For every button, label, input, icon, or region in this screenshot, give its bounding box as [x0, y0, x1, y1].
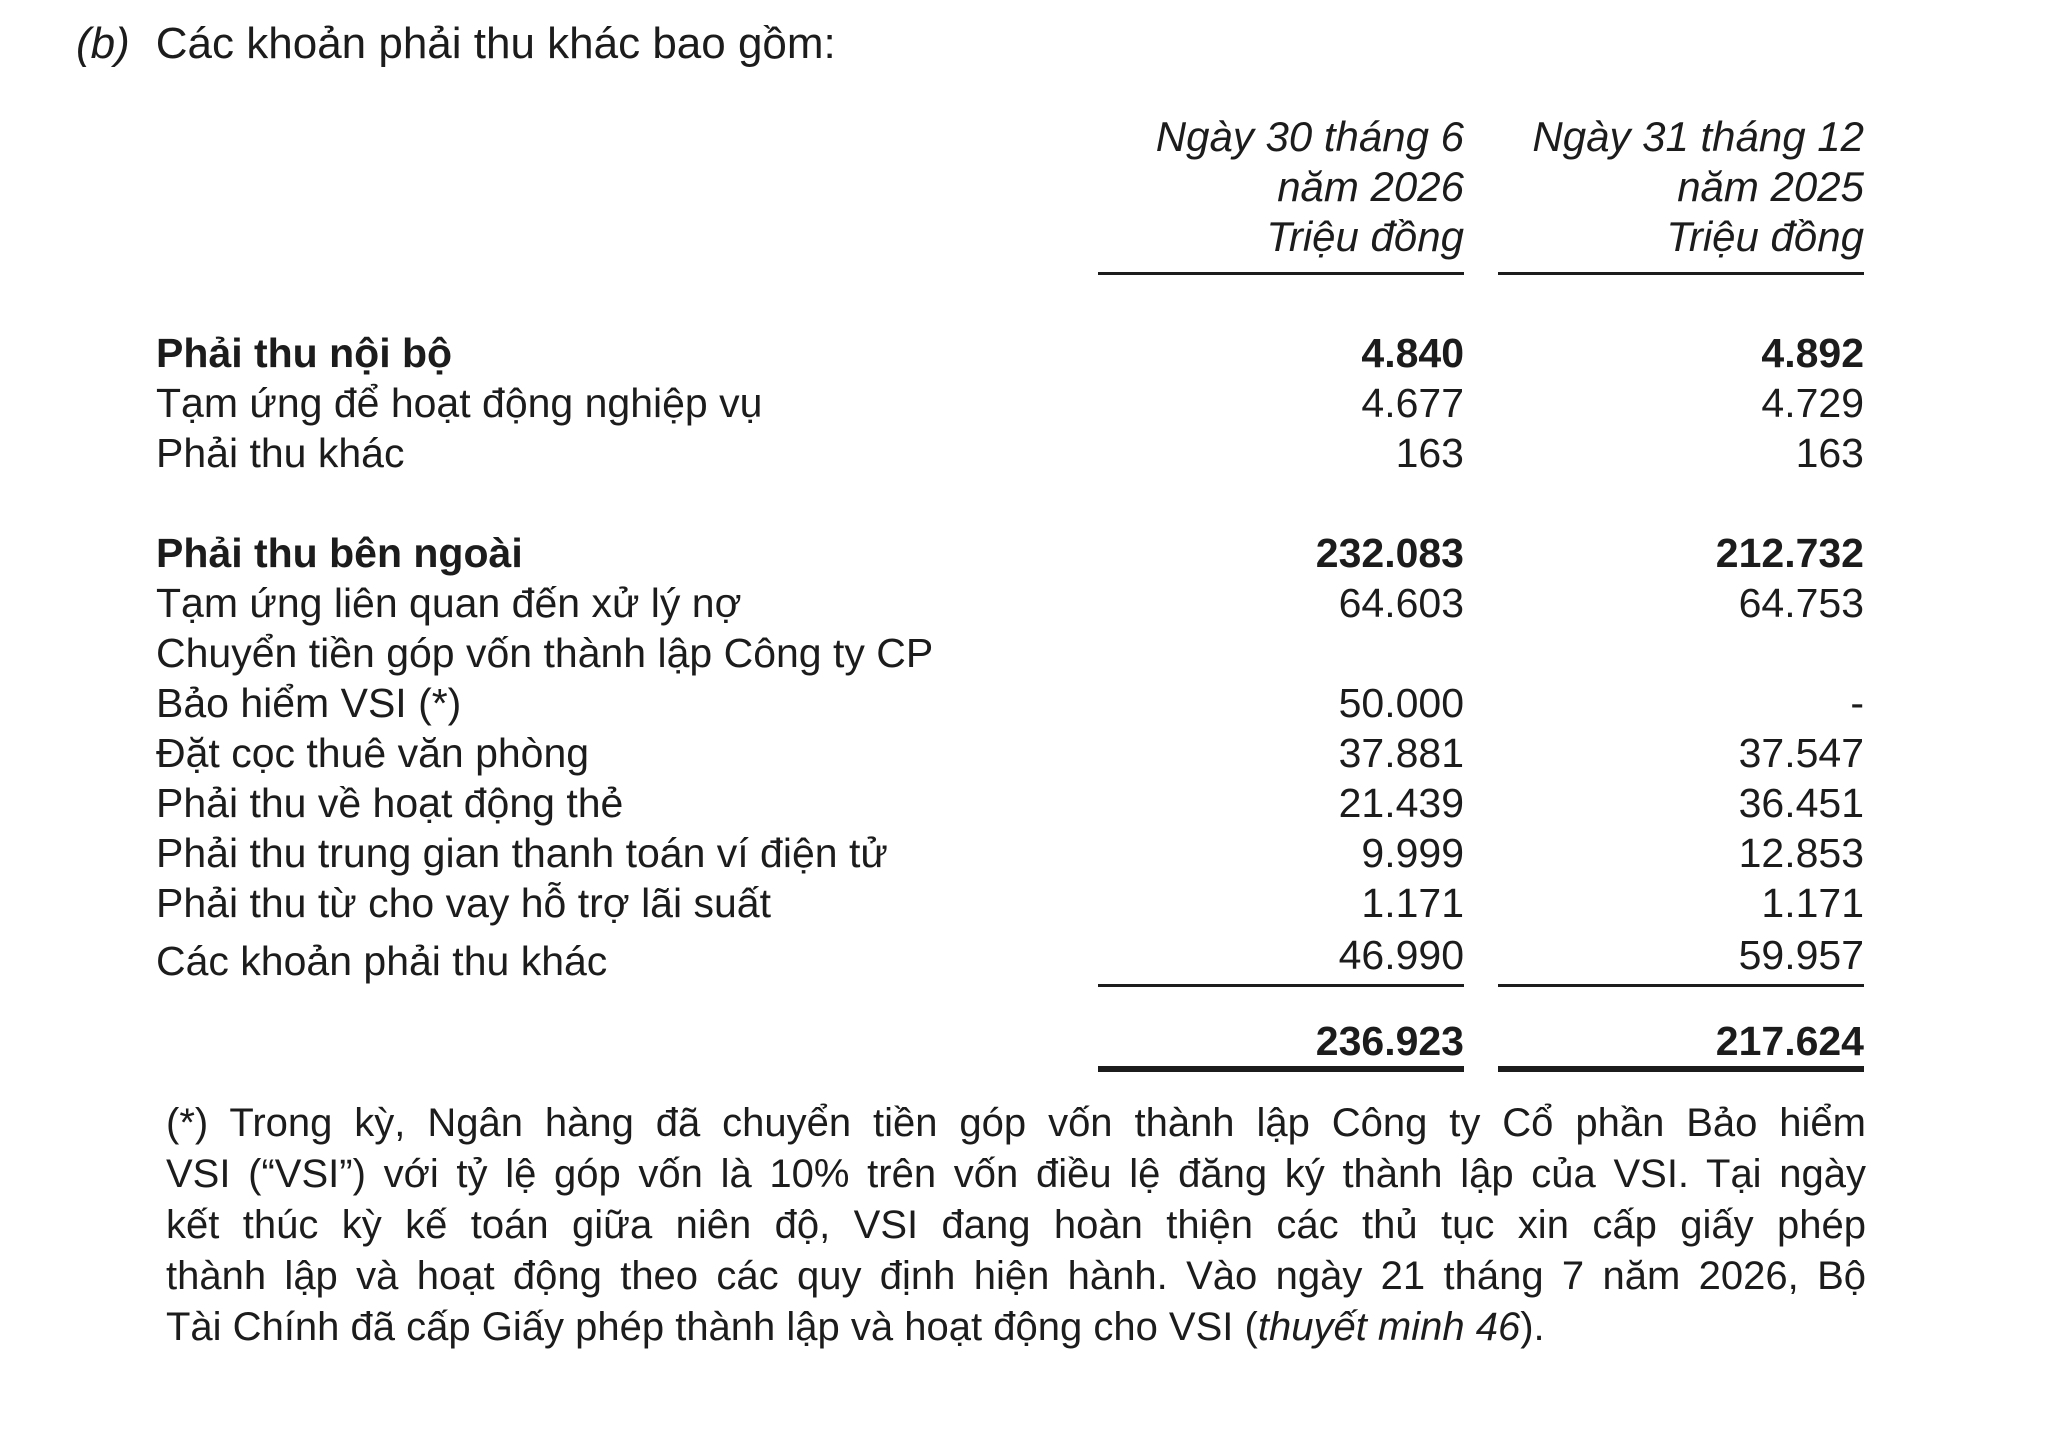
row-value-2025: 1.171: [1761, 880, 1864, 926]
row-label: Bảo hiểm VSI (*): [156, 680, 462, 726]
row-value-2026: 37.881: [1338, 730, 1464, 776]
footnote-line: VSI (“VSI”) với tỷ lệ góp vốn là 10% trên vốn điều lệ đăng ký thành lập của VSI. Tại ngày: [166, 1152, 1866, 1196]
row-value-2026: 4.840: [1361, 330, 1464, 376]
row-value-2026: 163: [1395, 430, 1464, 476]
table-row: [0, 678, 2048, 728]
row-value-2026: 9.999: [1361, 830, 1464, 876]
row-value-2025: 212.732: [1715, 530, 1864, 576]
footnote-text: Tài Chính đã cấp Giấy phép thành lập và hoạt động cho VSI (: [166, 1305, 1258, 1349]
row-value-2025: 37.547: [1738, 730, 1864, 776]
column-header-year: năm 2025: [1677, 163, 1864, 210]
row-label: Phải thu về hoạt động thẻ: [156, 780, 624, 826]
row-value-2025: 4.892: [1761, 330, 1864, 376]
total-value-2026: 236.923: [1315, 1018, 1464, 1064]
column-header-unit: Triệu đồng: [1666, 213, 1864, 260]
row-value-2025: -: [1850, 680, 1864, 726]
row-label: Phải thu trung gian thanh toán ví điện tử: [156, 830, 888, 876]
section-heading: [76, 16, 836, 72]
row-label: Đặt cọc thuê văn phòng: [156, 730, 590, 776]
footnote-line: kết thúc kỳ kế toán giữa niên độ, VSI đang hoàn thiện các thủ tục xin cấp giấy phép: [166, 1203, 1866, 1247]
table-row: [0, 778, 2048, 828]
table-row: [0, 878, 2048, 928]
column-header-date: Ngày 31 tháng 12: [1532, 113, 1864, 160]
section-title: Các khoản phải thu khác bao gồm:: [155, 19, 836, 68]
total-double-rule: [1498, 1066, 1864, 1072]
table-row: [0, 428, 2048, 478]
header-underline: [1098, 272, 1464, 275]
column-header-2026: [1104, 112, 1464, 262]
footnote-line: thành lập và hoạt động theo các quy định hiện hành. Vào ngày 21 tháng 7 năm 2026, Bộ: [166, 1254, 1866, 1298]
row-value-2025: 59.957: [1738, 932, 1864, 978]
table-row: [0, 828, 2048, 878]
row-value-2025: 36.451: [1738, 780, 1864, 826]
table-row-internal-receivables: [0, 328, 2048, 378]
row-value-2025: 4.729: [1761, 380, 1864, 426]
row-label: Phải thu từ cho vay hỗ trợ lãi suất: [156, 880, 771, 926]
table-row: [0, 930, 2048, 984]
table-row-total: [0, 1016, 2048, 1066]
footnote-line: [166, 1302, 1866, 1353]
column-header-date: Ngày 30 tháng 6: [1155, 113, 1464, 160]
footnote: [166, 1098, 1866, 1353]
footnote-line: (*) Trong kỳ, Ngân hàng đã chuyển tiền góp vốn thành lập Công ty Cổ phần Bảo hiểm: [166, 1101, 1866, 1145]
row-label: Chuyển tiền góp vốn thành lập Công ty CP: [156, 630, 934, 676]
table-row: [0, 378, 2048, 428]
row-value-2025: 12.853: [1738, 830, 1864, 876]
row-value-2026: 4.677: [1361, 380, 1464, 426]
row-value-2025: 163: [1795, 430, 1864, 476]
table-row: [0, 728, 2048, 778]
row-value-2026: 21.439: [1338, 780, 1464, 826]
column-header-year: năm 2026: [1277, 163, 1464, 210]
row-label: Tạm ứng để hoạt động nghiệp vụ: [156, 380, 763, 426]
total-value-2025: 217.624: [1715, 1018, 1864, 1064]
subtotal-rule: [1098, 984, 1464, 987]
subtotal-rule: [1498, 984, 1864, 987]
table-row: [0, 628, 2048, 678]
footnote-text: ).: [1520, 1305, 1545, 1349]
total-double-rule: [1098, 1066, 1464, 1072]
row-label: Tạm ứng liên quan đến xử lý nợ: [156, 580, 742, 626]
table-row: [0, 578, 2048, 628]
row-value-2026: 1.171: [1361, 880, 1464, 926]
row-value-2026: 50.000: [1338, 680, 1464, 726]
footnote-reference: thuyết minh 46: [1257, 1305, 1521, 1349]
row-value-2026: 46.990: [1338, 932, 1464, 978]
column-header-2025: [1504, 112, 1864, 262]
row-value-2025: 64.753: [1738, 580, 1864, 626]
column-header-unit: Triệu đồng: [1266, 213, 1464, 260]
section-marker: (b): [76, 19, 130, 68]
row-value-2026: 232.083: [1315, 530, 1464, 576]
row-label: Phải thu khác: [156, 430, 405, 476]
row-label: Phải thu nội bộ: [156, 330, 453, 376]
row-label: Các khoản phải thu khác: [156, 938, 608, 984]
table-row-external-receivables: [0, 528, 2048, 578]
header-underline: [1498, 272, 1864, 275]
row-label: Phải thu bên ngoài: [156, 530, 523, 576]
row-value-2026: 64.603: [1338, 580, 1464, 626]
